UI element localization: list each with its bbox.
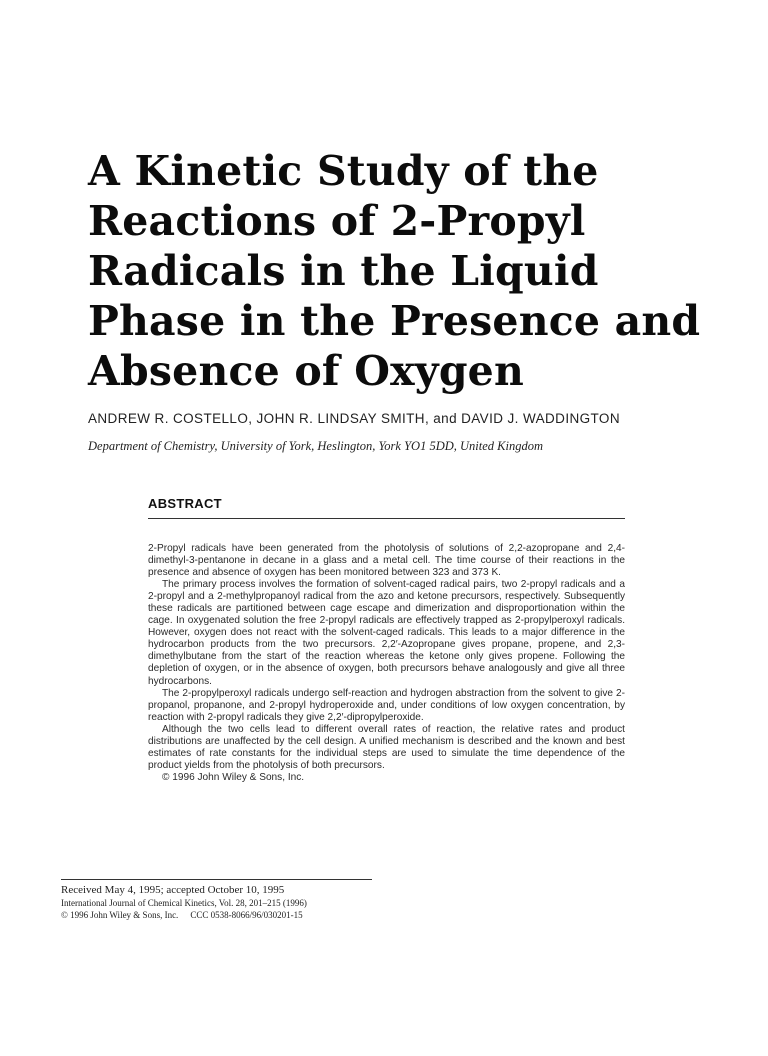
- copyright-line: [61, 909, 401, 921]
- title-line: A Kinetic Study of the: [88, 147, 599, 195]
- abstract-paragraph: Although the two cells lead to different overall rates of reaction, the relative rates and product distributions are unaffected by the cell design. A unified mechanism is described and the known and best estimates of rate constants for the individual steps are used to simulate the time dependence of the product yields from the photolysis of both precursors.: [148, 723, 625, 771]
- article-footer: [61, 884, 401, 921]
- abstract-paragraph: 2-Propyl radicals have been generated from the photolysis of solutions of 2,2-azopropane and 2,4-dimethyl-3-pentanone in decane in a glass and a metal cell. The time course of their reactions in the presence and absence of oxygen has been monitored between 323 and 373 K.: [148, 543, 625, 579]
- title-line: Radicals in the Liquid: [88, 247, 599, 295]
- journal-citation: International Journal of Chemical Kinetics, Vol. 28, 201–215 (1996): [61, 898, 307, 908]
- affiliation: Department of Chemistry, University of York, Heslington, York YO1 5DD, United Kingdom: [88, 439, 543, 453]
- received-dates: Received May 4, 1995; accepted October 10, 1995: [61, 884, 285, 896]
- footer-copyright: © 1996 John Wiley & Sons, Inc.: [61, 910, 179, 920]
- abstract-body: [148, 543, 625, 784]
- abstract-copyright: © 1996 John Wiley & Sons, Inc.: [162, 771, 305, 783]
- author-list: ANDREW R. COSTELLO, JOHN R. LINDSAY SMITH, and DAVID J. WADDINGTON: [88, 411, 620, 426]
- footer-divider: [61, 879, 372, 880]
- title-line: Absence of Oxygen: [88, 347, 524, 395]
- abstract-heading: ABSTRACT: [148, 496, 222, 511]
- ccc-code: CCC 0538-8066/96/030201-15: [190, 910, 303, 920]
- abstract-divider: [148, 518, 625, 519]
- title-line: Phase in the Presence and: [88, 297, 701, 345]
- title-line: Reactions of 2-Propyl: [88, 197, 586, 245]
- abstract-paragraph: The 2-propylperoxyl radicals undergo self-reaction and hydrogen abstraction from the solvent to give 2-propanol, propanone, and 2-propyl hydroperoxide and, under conditions of low oxygen concentration, by reaction with 2-propyl radicals they give 2,2′-dipropylperoxide.: [148, 687, 625, 723]
- article-title: [88, 146, 728, 396]
- abstract-paragraph: The primary process involves the formation of solvent-caged radical pairs, two 2-propyl radicals and a 2-propyl and a 2-methylpropanoyl radical from the azo and ketone precursors, respectively. Subsequently these radicals are partitioned between cage escape and dimerization and disproportionation within the cage. In oxygenated solution the free 2-propyl radicals are effectively trapped as 2-propylperoxyl radicals. However, oxygen does not react with the solvent-caged radicals. This leads to a major difference in the hydrocarbon products from the two precursors. 2,2′-Azopropane gives propane, propene, and 2,3-dimethylbutane from the start of the reaction whereas the ketone only gives propene. Following the depletion of oxygen, or in the absence of oxygen, both precursors behave analogously and give all three hydrocarbons.: [148, 579, 625, 687]
